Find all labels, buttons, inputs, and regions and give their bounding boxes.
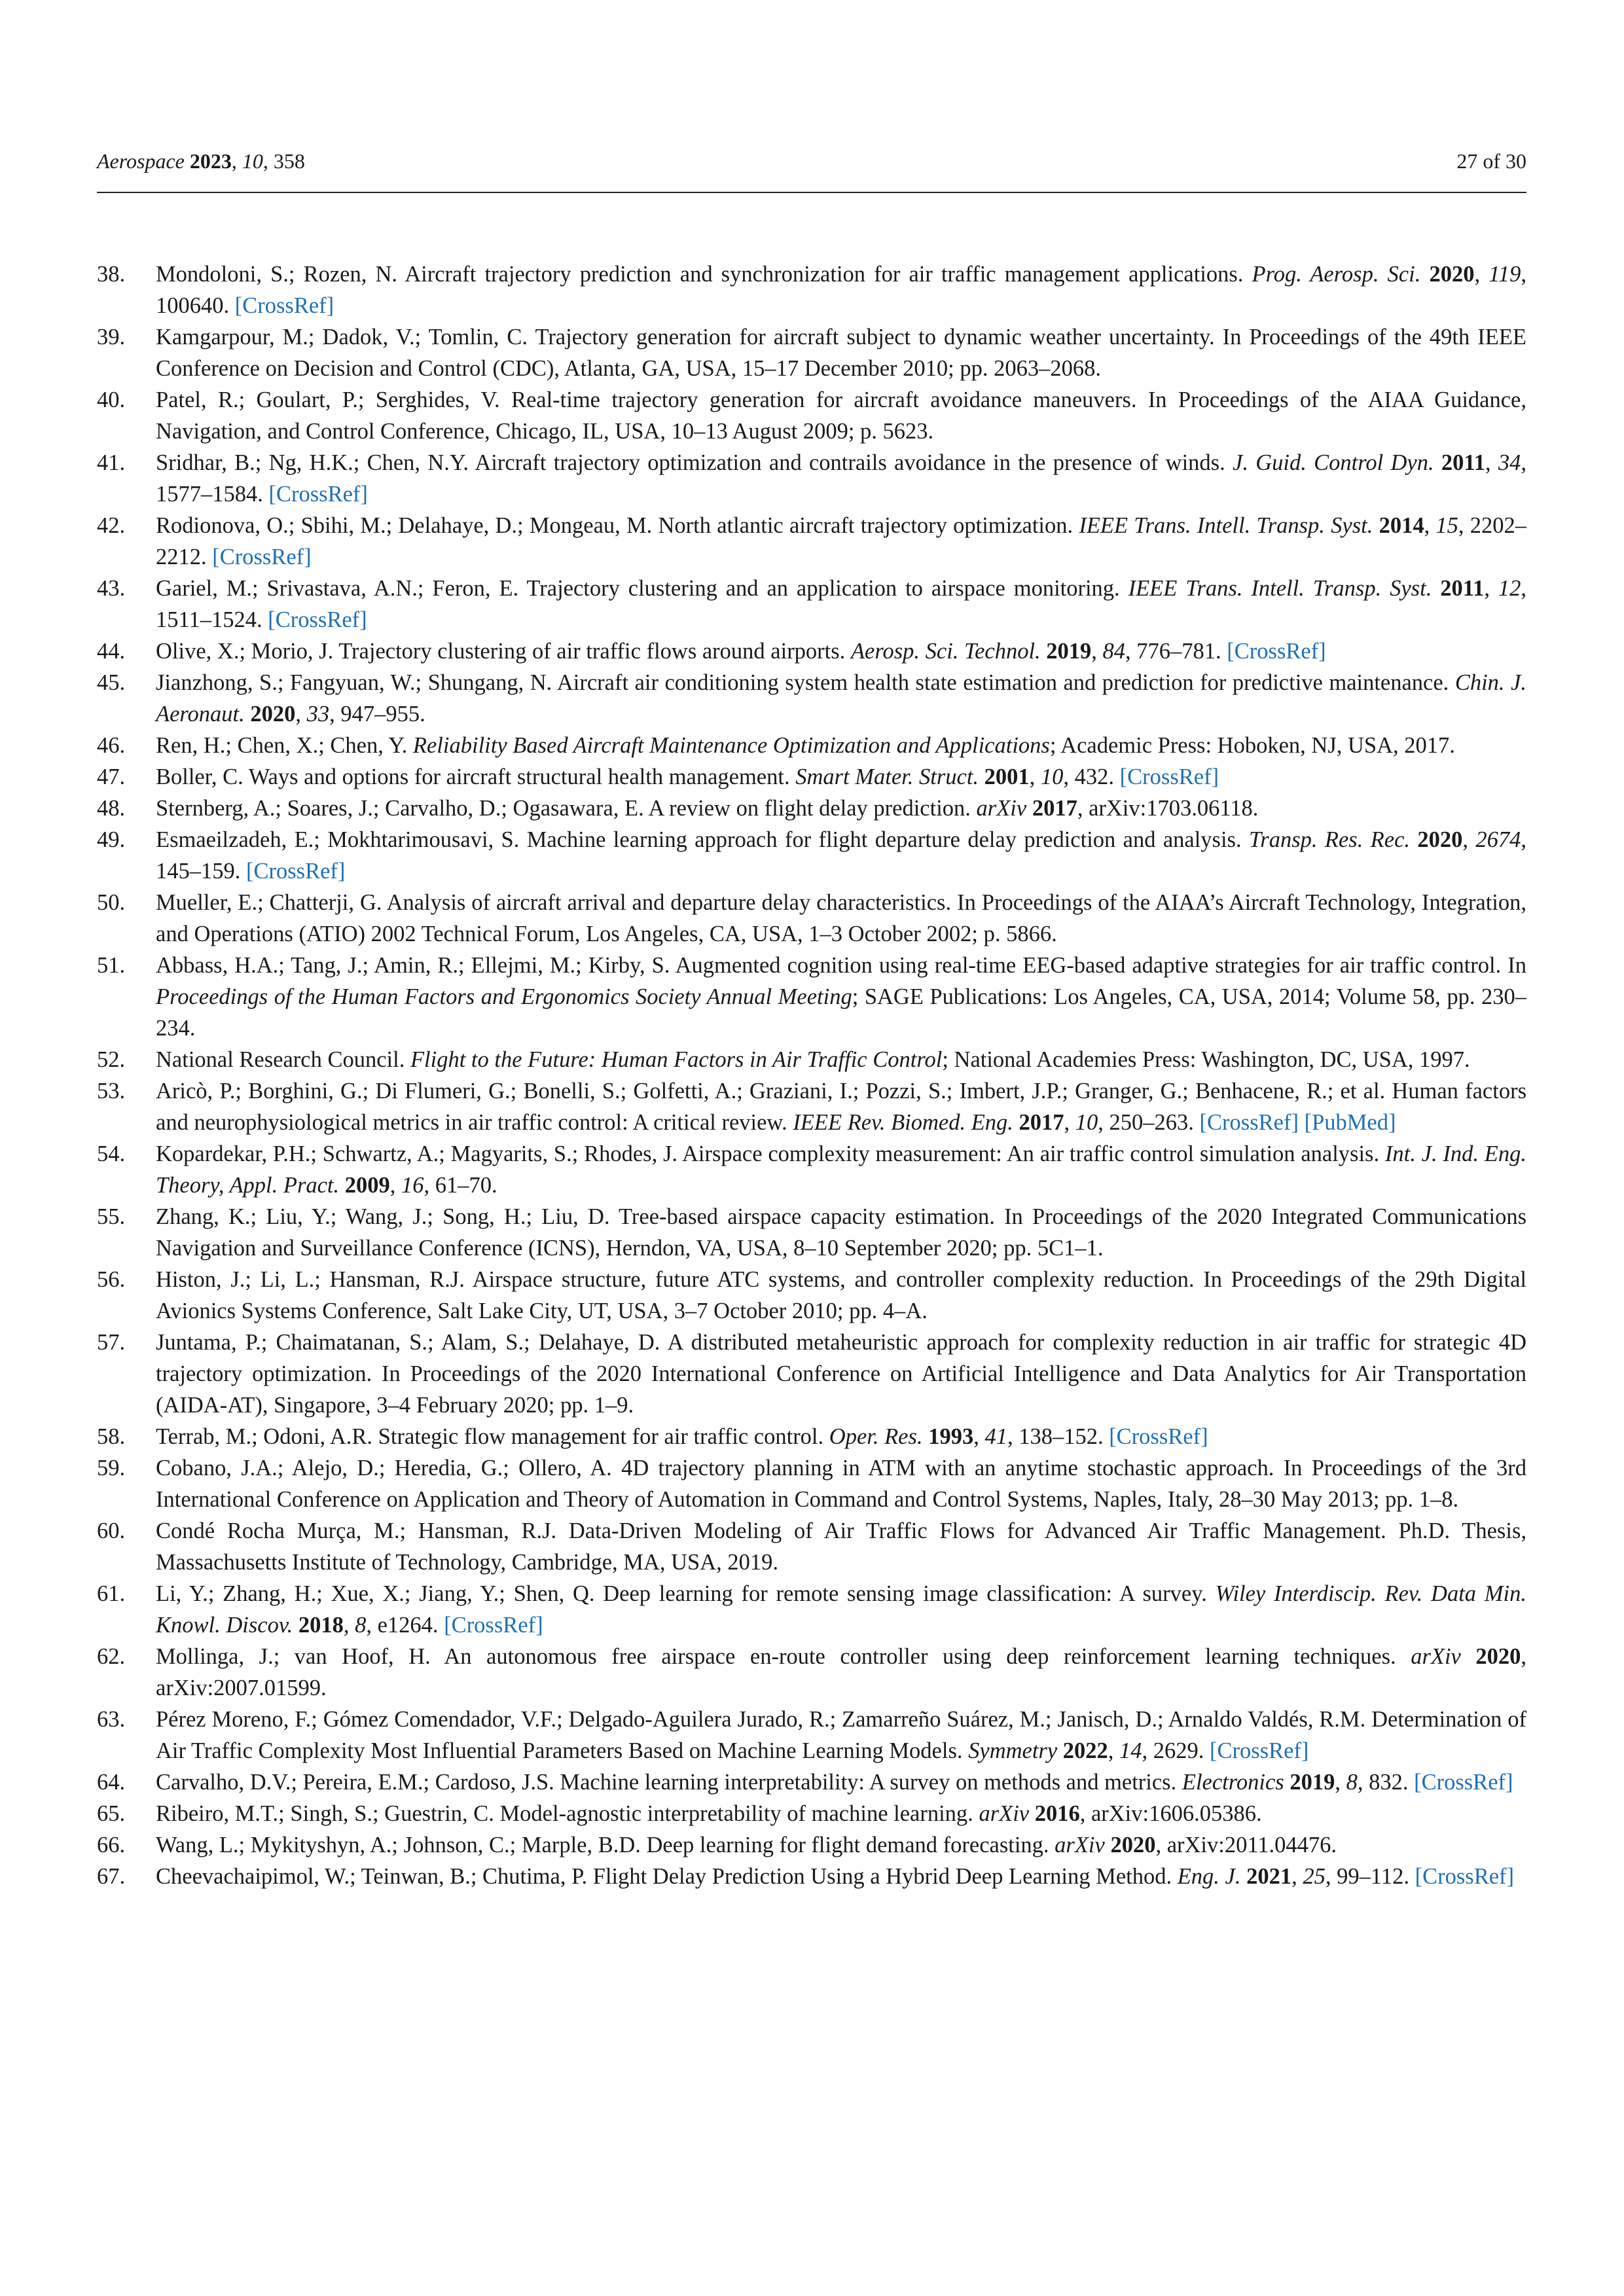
reference-number: 59. (97, 1456, 126, 1480)
reference-text: Patel, R.; Goulart, P.; Serghides, V. Real-time trajectory generation for aircraft avoidance maneuvers. In Proceedings of the AIAA Guidance, Navigation, and Control Conference, Chicago, IL, USA, 10–13 August 2009; p. 5623. (156, 387, 1526, 444)
reference-number: 42. (97, 513, 126, 538)
reference-italic-text: 119 (1489, 262, 1521, 287)
reference-text: , (1474, 262, 1489, 287)
reference-year: 2017 (1019, 1110, 1064, 1135)
reference-italic-text: Flight to the Future: Human Factors in Air Traffic Control (410, 1047, 943, 1072)
reference-text: , 832. (1357, 1770, 1415, 1795)
reference-text: , (343, 1613, 355, 1638)
reference-item (97, 1578, 1526, 1641)
reference-text: , 2629. (1142, 1738, 1210, 1763)
reference-italic-text: 14 (1119, 1738, 1142, 1763)
reference-text (1013, 1110, 1019, 1135)
reference-text (1029, 1801, 1035, 1826)
reference-item (97, 1798, 1526, 1829)
reference-number: 50. (97, 890, 126, 915)
reference-number: 40. (97, 387, 126, 412)
reference-text: Sternberg, A.; Soares, J.; Carvalho, D.; Ogasawara, E. A review on flight delay prediction. (156, 796, 977, 821)
reference-text (339, 1173, 345, 1198)
reference-item (97, 1421, 1526, 1452)
reference-item (97, 667, 1526, 730)
reference-text: , 145–159. (156, 827, 1527, 884)
reference-year: 2016 (1034, 1801, 1080, 1826)
reference-text: , 100640. (156, 262, 1526, 318)
reference-text: Li, Y.; Zhang, H.; Xue, X.; Jiang, Y.; Shen, Q. Deep learning for remote sensing image classification: A survey. (156, 1581, 1216, 1606)
crossref-link[interactable]: [CrossRef] (1109, 1424, 1208, 1449)
reference-number: 44. (97, 639, 126, 664)
crossref-link[interactable]: [CrossRef] (268, 607, 367, 632)
reference-text: Jianzhong, S.; Fangyuan, W.; Shungang, N. Aircraft air conditioning system health state estimation and prediction for predictive maintenance. (156, 670, 1455, 695)
reference-item (97, 824, 1526, 887)
reference-number: 67. (97, 1864, 126, 1889)
reference-text: Kamgarpour, M.; Dadok, V.; Tomlin, C. Trajectory generation for aircraft subject to dynamic weather uncertainty. In Proceedings of the 49th IEEE Conference on Decision and Control (CDC), Atlanta, GA, USA, 15–17 December 2010; pp. 2063–2068. (156, 325, 1526, 381)
reference-text: , (1291, 1864, 1303, 1889)
reference-text: , (1335, 1770, 1346, 1795)
reference-text (1373, 513, 1379, 538)
reference-year: 2001 (984, 764, 1030, 789)
reference-number: 55. (97, 1204, 126, 1229)
reference-text: Kopardekar, P.H.; Schwartz, A.; Magyarits, S.; Rhodes, J. Airspace complexity measurement: An air traffic control simulation analysis. (156, 1141, 1385, 1166)
reference-text: Esmaeilzadeh, E.; Mokhtarimousavi, S. Machine learning approach for flight departure delay prediction and analysis. (156, 827, 1249, 852)
reference-italic-text: IEEE Trans. Intell. Transp. Syst. (1128, 576, 1432, 601)
reference-text: Mollinga, J.; van Hoof, H. An autonomous free airspace en-route controller using deep reinforcement learning techniques. (156, 1644, 1411, 1669)
reference-text: Wang, L.; Mykityshyn, A.; Johnson, C.; Marple, B.D. Deep learning for flight demand forecasting. (156, 1833, 1055, 1857)
reference-italic-text: 41 (984, 1424, 1007, 1449)
reference-italic-text: 8 (355, 1613, 367, 1638)
reference-number: 65. (97, 1801, 126, 1826)
reference-text (1461, 1644, 1476, 1669)
reference-year: 2014 (1379, 513, 1424, 538)
reference-text (1057, 1738, 1063, 1763)
reference-text (1241, 1864, 1247, 1889)
journal-name: Aerospace (97, 149, 185, 173)
reference-text (923, 1424, 929, 1449)
reference-year: 2020 (1417, 827, 1463, 852)
reference-year: 2018 (298, 1613, 344, 1638)
reference-number: 57. (97, 1330, 126, 1355)
crossref-link[interactable]: [CrossRef] (1199, 1110, 1299, 1135)
reference-italic-text: IEEE Trans. Intell. Transp. Syst. (1079, 513, 1373, 538)
reference-number: 39. (97, 325, 126, 350)
reference-text: Ren, H.; Chen, X.; Chen, Y. (156, 733, 413, 758)
reference-text (1434, 450, 1441, 475)
crossref-link[interactable]: [CrossRef] (1414, 1770, 1513, 1795)
reference-text: , 138–152. (1007, 1424, 1110, 1449)
reference-text: Zhang, K.; Liu, Y.; Wang, J.; Song, H.; Liu, D. Tree-based airspace capacity estimation. In Proceedings of the 2020 Integrated Communications Navigation and Surveillance Conference (ICNS), Herndon, VA, USA, 8–10 September 2020; pp. 5C1–1. (156, 1204, 1526, 1261)
reference-text: Condé Rocha Murça, M.; Hansman, R.J. Data-Driven Modeling of Air Traffic Flows for Advanced Air Traffic Management. Ph.D. Thesis, Massachusetts Institute of Technology, Cambridge, MA, USA, 2019. (156, 1518, 1526, 1575)
reference-year: 1993 (928, 1424, 974, 1449)
reference-text: Cheevachaipimol, W.; Teinwan, B.; Chutima, P. Flight Delay Prediction Using a Hybrid Deep Learning Method. (156, 1864, 1178, 1889)
reference-italic-text: Reliability Based Aircraft Maintenance Optimization and Applications (412, 733, 1050, 758)
journal-citation: Aerospace 2023, 10, 358 (97, 149, 305, 173)
reference-italic-text: J. Guid. Control Dyn. (1233, 450, 1434, 475)
reference-item (97, 730, 1526, 761)
reference-item (97, 1075, 1526, 1138)
reference-item (97, 1201, 1526, 1264)
reference-item (97, 384, 1526, 447)
reference-text: Boller, C. Ways and options for aircraft structural health management. (156, 764, 796, 789)
reference-item (97, 950, 1526, 1044)
reference-text: , (1485, 450, 1498, 475)
crossref-link[interactable]: [CrossRef] (1227, 639, 1326, 664)
reference-text: Ribeiro, M.T.; Singh, S.; Guestrin, C. Model-agnostic interpretability of machine learning. (156, 1801, 979, 1826)
reference-text: Olive, X.; Morio, J. Trajectory clustering of air traffic flows around airports. (156, 639, 851, 664)
header-rule (97, 192, 1526, 193)
reference-number: 60. (97, 1518, 126, 1543)
reference-italic-text: Symmetry (968, 1738, 1058, 1763)
reference-italic-text: 10 (1040, 764, 1064, 789)
reference-year: 2011 (1440, 576, 1485, 601)
reference-item (97, 1515, 1526, 1578)
crossref-link[interactable]: [CrossRef] (246, 859, 346, 884)
reference-year: 2020 (1429, 262, 1475, 287)
reference-text: , 776–781. (1125, 639, 1227, 664)
reference-number: 38. (97, 262, 126, 287)
reference-list (97, 259, 1526, 1892)
reference-italic-text: 84 (1102, 639, 1126, 664)
reference-text: Sridhar, B.; Ng, H.K.; Chen, N.Y. Aircraft trajectory optimization and contrails avoidance in the presence of winds. (156, 450, 1233, 475)
reference-number: 64. (97, 1770, 126, 1795)
reference-text: Pérez Moreno, F.; Gómez Comendador, V.F.; Delgado-Aguilera Jurado, R.; Zamarreño Suárez, M.; Janisch, D.; Arnaldo Valdés, R.M. Determination of Air Traffic Complexity Most Influential Parameters Based on Machine Learning Models. (156, 1707, 1526, 1763)
reference-italic-text: arXiv (1055, 1833, 1105, 1857)
reference-text (979, 764, 984, 789)
reference-item (97, 1704, 1526, 1767)
reference-item (97, 887, 1526, 950)
reference-italic-text: arXiv (1411, 1644, 1461, 1669)
reference-year: 2011 (1441, 450, 1485, 475)
reference-italic-text: IEEE Rev. Biomed. Eng. (793, 1110, 1013, 1135)
reference-text: , arXiv:1606.05386. (1079, 1801, 1262, 1826)
reference-number: 53. (97, 1079, 126, 1103)
reference-italic-text: 2674 (1475, 827, 1521, 852)
reference-italic-text: Prog. Aerosp. Sci. (1252, 262, 1421, 287)
reference-italic-text: 33 (306, 702, 330, 726)
reference-number: 41. (97, 450, 126, 475)
reference-text (1432, 576, 1440, 601)
reference-text: Mondoloni, S.; Rozen, N. Aircraft trajectory prediction and synchronization for air traffic management applications. (156, 262, 1252, 287)
crossref-link[interactable]: [CrossRef] (212, 545, 312, 569)
reference-italic-text: Int. J. Ind. Eng. Theory, Appl. Pract. (156, 1141, 1526, 1198)
reference-item (97, 259, 1526, 321)
reference-text: , (1108, 1738, 1120, 1763)
reference-text: , 250–263. (1098, 1110, 1200, 1135)
reference-text: ; SAGE Publications: Los Angeles, CA, USA, 2014; Volume 58, pp. 230–234. (156, 984, 1526, 1041)
reference-italic-text: Transp. Res. Rec. (1248, 827, 1411, 852)
reference-text: Cobano, J.A.; Alejo, D.; Heredia, G.; Ollero, A. 4D trajectory planning in ATM with an anytime stochastic approach. In Proceedings of the 3rd International Conference on Application and Theory of Automation in Command and Control Systems, Naples, Italy, 28–30 May 2013; pp. 1–8. (156, 1456, 1526, 1512)
reference-item (97, 636, 1526, 667)
pubmed-link[interactable]: [PubMed] (1304, 1110, 1396, 1135)
reference-italic-text: Chin. J. Aeronaut. (156, 670, 1526, 726)
reference-italic-text: 10 (1075, 1110, 1098, 1135)
reference-number: 49. (97, 827, 126, 852)
reference-text: , 1577–1584. (156, 450, 1526, 507)
reference-text: , arXiv:2011.04476. (1155, 1833, 1337, 1857)
reference-number: 43. (97, 576, 126, 601)
reference-text: , 61–70. (424, 1173, 497, 1198)
reference-number: 52. (97, 1047, 126, 1072)
reference-number: 51. (97, 953, 126, 978)
reference-italic-text: Electronics (1182, 1770, 1284, 1795)
reference-text: , 1511–1524. (156, 576, 1526, 632)
reference-number: 47. (97, 764, 126, 789)
reference-text (1041, 639, 1047, 664)
reference-text (293, 1613, 298, 1638)
reference-italic-text: 34 (1498, 450, 1521, 475)
reference-item (97, 793, 1526, 824)
page-header (97, 149, 1526, 182)
reference-text (1420, 262, 1429, 287)
reference-number: 58. (97, 1424, 126, 1449)
reference-item (97, 1044, 1526, 1075)
reference-text (1410, 827, 1417, 852)
reference-text: , e1264. (366, 1613, 444, 1638)
reference-italic-text: Proceedings of the Human Factors and Ergonomics Society Annual Meeting (156, 984, 852, 1009)
reference-italic-text: 12 (1498, 576, 1521, 601)
reference-text: , arXiv:2007.01599. (156, 1644, 1527, 1700)
reference-item (97, 1829, 1526, 1861)
reference-item (97, 1861, 1526, 1892)
reference-number: 61. (97, 1581, 126, 1606)
reference-year: 2022 (1062, 1738, 1108, 1763)
reference-italic-text: 16 (401, 1173, 424, 1198)
reference-item (97, 1264, 1526, 1327)
reference-year: 2009 (344, 1173, 390, 1198)
reference-italic-text: 15 (1435, 513, 1458, 538)
crossref-link[interactable]: [CrossRef] (268, 482, 368, 507)
reference-text: , 947–955. (329, 702, 425, 726)
reference-number: 56. (97, 1267, 126, 1292)
reference-text: Mueller, E.; Chatterji, G. Analysis of aircraft arrival and departure delay characteristics. In Proceedings of the AIAA’s Aircraft Technology, Integration, and Operations (ATIO) 2002 Technical Forum, Los Angeles, CA, USA, 1–3 October 2002; p. 5866. (156, 890, 1526, 946)
reference-text: , (1424, 513, 1436, 538)
reference-item (97, 1138, 1526, 1201)
reference-text: Carvalho, D.V.; Pereira, E.M.; Cardoso, J.S. Machine learning interpretability: A survey on methods and metrics. (156, 1770, 1182, 1795)
crossref-link[interactable]: [CrossRef] (234, 293, 334, 318)
reference-number: 66. (97, 1833, 126, 1857)
reference-italic-text: Eng. J. (1177, 1864, 1241, 1889)
reference-text: Abbass, H.A.; Tang, J.; Amin, R.; Ellejmi, M.; Kirby, S. Augmented cognition using real-time EEG-based adaptive strategies for air traffic control. In (156, 953, 1526, 978)
reference-number: 54. (97, 1141, 126, 1166)
reference-text: , (1029, 764, 1041, 789)
crossref-link[interactable]: [CrossRef] (1119, 764, 1219, 789)
reference-number: 46. (97, 733, 126, 758)
reference-text (1026, 796, 1032, 821)
reference-text: , 99–112. (1325, 1864, 1415, 1889)
reference-year: 2019 (1290, 1770, 1335, 1795)
reference-text: , (295, 702, 307, 726)
reference-text: ; Academic Press: Hoboken, NJ, USA, 2017. (1049, 733, 1455, 758)
reference-text: National Research Council. (156, 1047, 410, 1072)
crossref-link[interactable]: [CrossRef] (1210, 1738, 1309, 1763)
reference-text: , (1462, 827, 1476, 852)
reference-italic-text: 8 (1346, 1770, 1358, 1795)
reference-number: 45. (97, 670, 126, 695)
reference-italic-text: arXiv (976, 796, 1027, 821)
journal-volume: 10 (242, 149, 263, 173)
reference-item (97, 1641, 1526, 1704)
reference-text: ; National Academies Press: Washington, DC, USA, 1997. (942, 1047, 1470, 1072)
reference-text: Rodionova, O.; Sbihi, M.; Delahaye, D.; Mongeau, M. North atlantic aircraft trajectory optimization. (156, 513, 1079, 538)
reference-text: , 432. (1063, 764, 1120, 789)
reference-year: 2021 (1246, 1864, 1292, 1889)
crossref-link[interactable]: [CrossRef] (1415, 1864, 1515, 1889)
reference-text: Gariel, M.; Srivastava, A.N.; Feron, E. Trajectory clustering and an application to airspace monitoring. (156, 576, 1128, 601)
reference-item (97, 1767, 1526, 1798)
reference-italic-text: Aerosp. Sci. Technol. (850, 639, 1041, 664)
reference-text: , arXiv:1703.06118. (1077, 796, 1259, 821)
page-number: 27 of 30 (1456, 149, 1526, 173)
reference-number: 62. (97, 1644, 126, 1669)
reference-italic-text: arXiv (979, 1801, 1030, 1826)
reference-item (97, 321, 1526, 384)
reference-item (97, 510, 1526, 573)
reference-italic-text: Smart Mater. Struct. (795, 764, 979, 789)
reference-number: 63. (97, 1707, 126, 1732)
reference-text: Juntama, P.; Chaimatanan, S.; Alam, S.; Delahaye, D. A distributed metaheuristic approach for complexity reduction in air traffic for strategic 4D trajectory optimization. In Proceedings of the 2020 International Conference on Artificial Intelligence and Data Analytics for Air Transportation (AIDA-AT), Singapore, 3–4 February 2020; pp. 1–9. (156, 1330, 1526, 1418)
reference-item (97, 1452, 1526, 1515)
article-number: 358 (273, 149, 305, 173)
reference-text: Aricò, P.; Borghini, G.; Di Flumeri, G.; Bonelli, S.; Golfetti, A.; Graziani, I.; Pozzi, S.; Imbert, J.P.; Granger, G.; Benhacene, R.; et al. Human factors and neurophysiological metrics in air traffic control: A critical review. (156, 1079, 1526, 1135)
reference-text: , (1484, 576, 1498, 601)
reference-year: 2017 (1032, 796, 1077, 821)
reference-text: , 2202–2212. (156, 513, 1526, 569)
reference-text (1299, 1110, 1305, 1135)
reference-item (97, 447, 1526, 510)
reference-text: , (389, 1173, 402, 1198)
reference-item (97, 1327, 1526, 1421)
reference-text: , (1064, 1110, 1075, 1135)
reference-italic-text: Oper. Res. (829, 1424, 923, 1449)
reference-year: 2019 (1046, 639, 1092, 664)
crossref-link[interactable]: [CrossRef] (444, 1613, 543, 1638)
reference-year: 2020 (250, 702, 296, 726)
reference-text: , (973, 1424, 985, 1449)
reference-text: , (1091, 639, 1103, 664)
reference-year: 2020 (1110, 1833, 1156, 1857)
reference-item (97, 761, 1526, 793)
reference-text: Terrab, M.; Odoni, A.R. Strategic flow management for air traffic control. (156, 1424, 829, 1449)
reference-item (97, 573, 1526, 636)
reference-italic-text: 25 (1303, 1864, 1326, 1889)
reference-text: Histon, J.; Li, L.; Hansman, R.J. Airspace structure, future ATC systems, and controller complexity reduction. In Proceedings of the 29th Digital Avionics Systems Conference, Salt Lake City, UT, USA, 3–7 October 2010; pp. 4–A. (156, 1267, 1526, 1323)
journal-year: 2023 (189, 149, 232, 173)
reference-year: 2020 (1475, 1644, 1521, 1669)
reference-italic-text: Wiley Interdiscip. Rev. Data Min. Knowl. Discov. (156, 1581, 1526, 1638)
reference-number: 48. (97, 796, 126, 821)
